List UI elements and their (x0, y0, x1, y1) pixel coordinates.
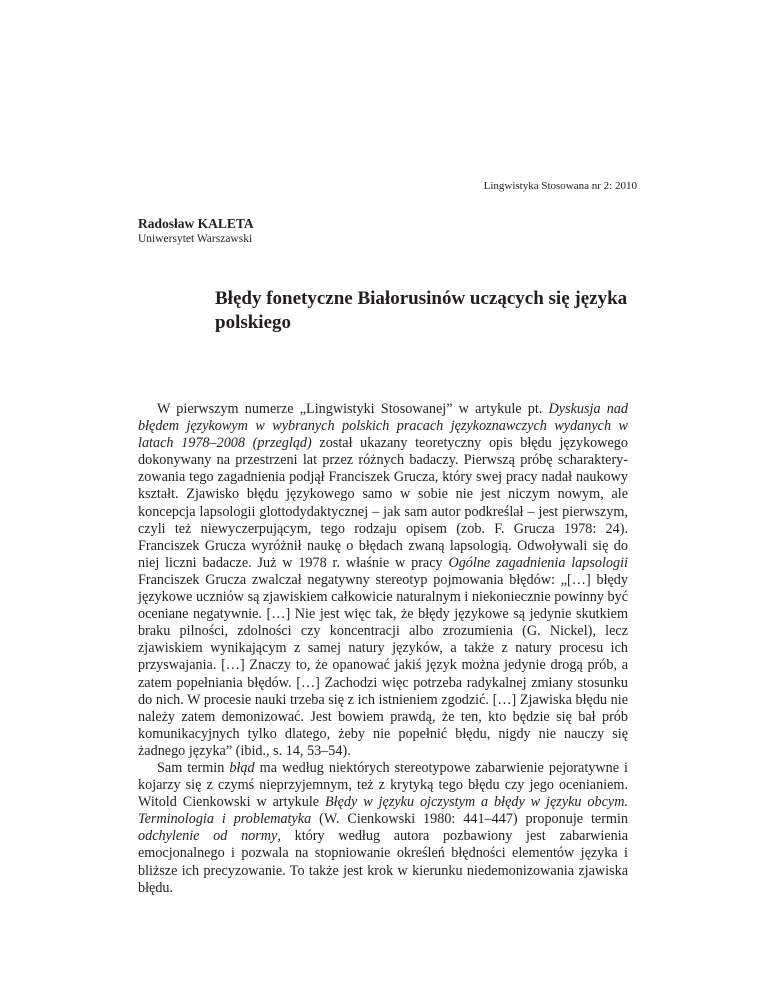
paragraph-text: W pierwszym numerze „Lingwistyki Stosowanej” w artykule pt. (157, 401, 549, 417)
article-title: Błędy fonetyczne Białorusinów uczących się języka polskiego (215, 288, 628, 333)
paragraph-text: (W. Cienkowski 1980: 441–447) proponuje termin (311, 811, 629, 828)
author-affiliation: Uniwersytet Warszawski (138, 233, 253, 245)
cited-title: Ogólne zagadnienia lapsologii (448, 554, 628, 571)
paragraph-1 (138, 401, 628, 760)
paragraph-text: został ukazany teoretyczny opis błędu językowego dokonywany na przestrzeni lat przez różnych badaczy. Pierwszą próbę scharakteryzowania tego zagadnienia podjął Franciszek Grucza, który swej pracy nadał naukowy kształt. Zjawisko błędu językowego samo w sobie nie jest niczym nowym, ale koncepcja lapsologii glottodydaktycznej – jak sam autor podkreślał – jest pierwszym, czyli też niewyczerpującym, tego rodzaju opisem (zob. F. Grucza 1978: 24). Franciszek Grucza wyróżnił naukę o błędach zwaną lapsologią. Odwoływali się do niej liczni badacze. Już w 1978 r. właśnie w pracy (138, 435, 628, 571)
author-name: Radosław KALETA (138, 216, 254, 231)
term: odchylenie od normy (138, 828, 278, 845)
paragraph-text: Franciszek Grucza zwalczał negatywny stereotyp pojmowania błędów: „[…] błędy językowe uczniów są zjawiskiem całkowicie naturalnym i niekoniecznie powinny być oceniane negatywnie. […] Nie jest więc tak, że błędy językowe są jedynie skutkiem braku pilności, zdolności czy koncentracji albo zrozumienia (G. Nickel), lecz zjawiskiem wynikającym z samej natury języków, a także z natury procesu ich przyswajania. […] Znaczy to, że opanować jakiś język można jedynie drogą prób, a zatem popełniania błędów. […] Zachodzi więc potrzeba radykalnej zmiany stosunku do nich. W procesie nauki trzeba się z ich istnieniem zgodzić. […] Zjawiska błędu nie należy zatem demonizować. Jest bowiem prawdą, że ten, kto będzie się bał prób komunikacyjnych tylko dlatego, żeby nie popełnić błędu, nigdy nie nauczy się żadnego języka” (ibid., s. 14, 53–54). (138, 571, 628, 759)
article-body (138, 401, 628, 897)
cited-title: Błędy w języku ojczystym a błędy w języku obcym. Terminologia i problematyka (138, 794, 628, 828)
cited-title: Dyskusja nad błędem językowym w wybranych polskich pracach językoznawczych wydanych w latach 1978–2008 (przegląd) (138, 401, 628, 452)
paragraph-text: Sam termin (157, 759, 230, 776)
journal-header: Lingwistyka Stosowana nr 2: 2010 (483, 180, 637, 192)
paragraph-2 (138, 760, 628, 897)
paragraph-text: , który według autora pozbawiony jest zabarwienia emocjonalnego i pozwala na stopniowanie określeń błędności elementów języka i bliższe ich precyzowanie. To także jest krok w kierunku niedemonizowania zjawiska błędu. (138, 828, 628, 896)
term: błąd (229, 759, 255, 776)
paragraph-text: ma według niektórych stereotypowe zabarwienie pejoratywne i kojarzy się z czymś nieprzyjemnym, też z krytyką tego błędu czy jego ocenianiem. Witold Cienkowski w artykule (138, 759, 628, 811)
